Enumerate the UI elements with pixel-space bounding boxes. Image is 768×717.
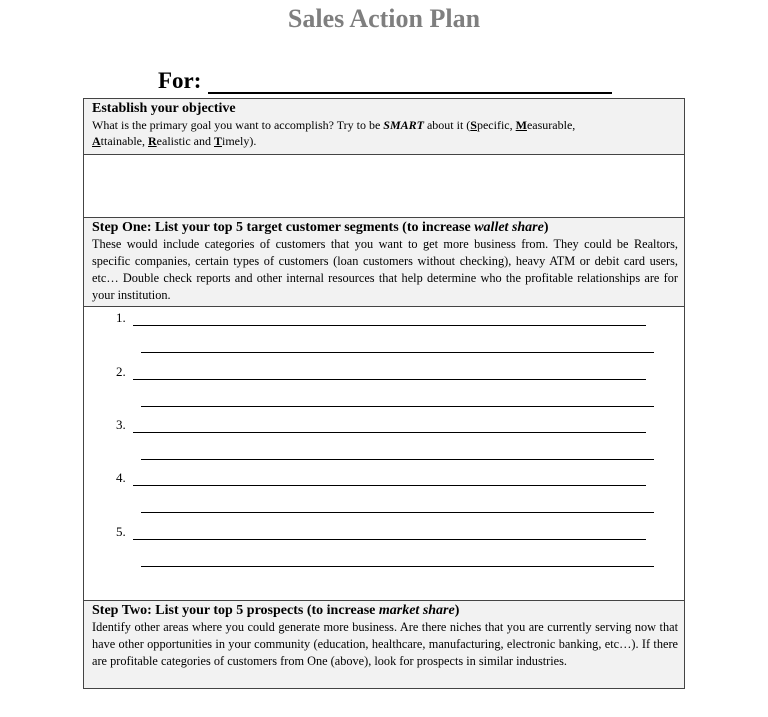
step-two-header-box [83, 600, 685, 689]
list-number-3: 3. [116, 417, 126, 432]
list-number-5: 5. [116, 524, 126, 539]
for-input-line[interactable] [208, 92, 612, 94]
objective-header-box [83, 98, 685, 155]
list-line-1b[interactable] [141, 352, 654, 353]
list-line-4a[interactable] [133, 485, 646, 486]
list-number-1: 1. [116, 310, 126, 325]
step-two-description: Identify other areas where you could generate more business. Are there niches that you are currently serving now that have other opportunities in your community (education, healthcare, manufacturing, electronic banking, etc…). If there are profitable categories of customers from One (above), look for prospects in similar industries. [92, 620, 678, 668]
step-one-description: These would include categories of customers that you want to get more business from. They could be Realtors, specific companies, certain types of customers (loan customers without checking), heavy ATM or debit card users, etc… Double check reports and other internal resources that help determine who the profitable relationships are for your institution. [92, 237, 678, 302]
step-one-header-box [83, 217, 685, 307]
for-label: For: [158, 68, 202, 93]
list-line-4b[interactable] [141, 512, 654, 513]
list-line-5b[interactable] [141, 566, 654, 567]
list-line-2a[interactable] [133, 379, 646, 380]
list-line-5a[interactable] [133, 539, 646, 540]
objective-description: What is the primary goal you want to accomplish? Try to be SMART about it (Specific, Measurable, Attainable, Realistic and Timely). [92, 118, 576, 148]
document-title: Sales Action Plan [287, 4, 481, 33]
step-two-heading: Step Two: List your top 5 prospects (to increase market share) [92, 603, 460, 618]
list-line-3a[interactable] [133, 432, 646, 433]
objective-heading: Establish your objective [92, 101, 236, 116]
list-line-2b[interactable] [141, 406, 654, 407]
step-one-heading: Step One: List your top 5 target customer segments (to increase wallet share) [92, 220, 549, 235]
list-number-4: 4. [116, 470, 126, 485]
list-number-2: 2. [116, 364, 126, 379]
objective-answer-box[interactable] [83, 154, 685, 218]
list-line-1a[interactable] [133, 325, 646, 326]
list-line-3b[interactable] [141, 459, 654, 460]
step-one-list-box [83, 306, 685, 601]
